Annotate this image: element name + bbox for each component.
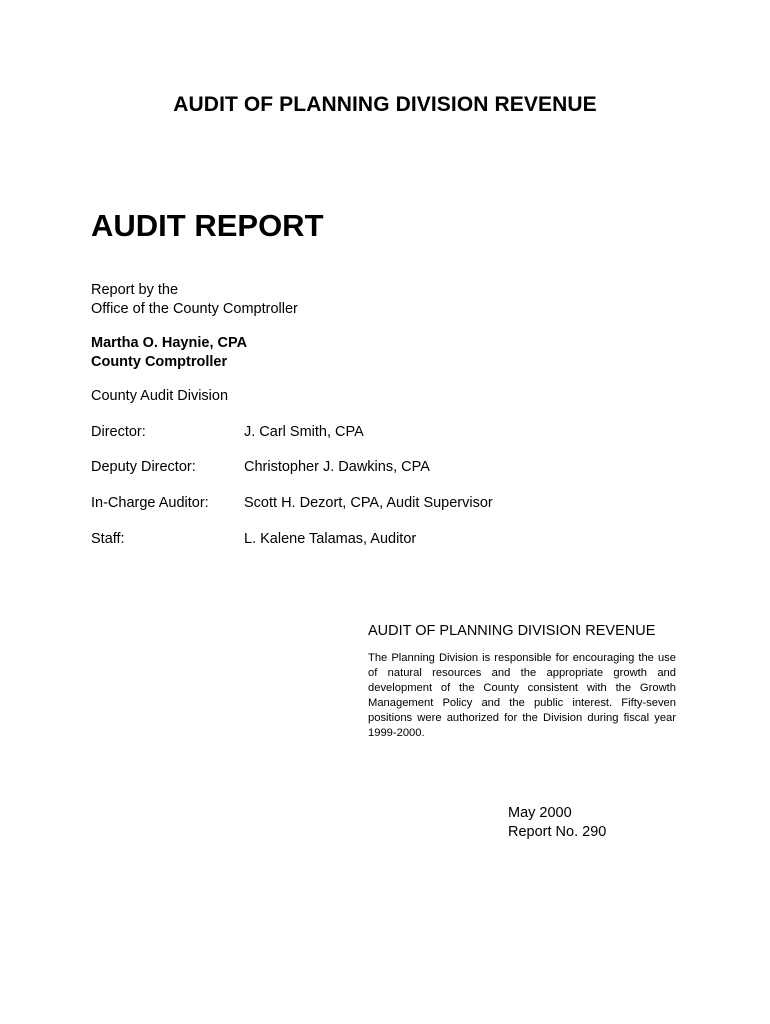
byline-line-1: Report by the (91, 282, 179, 298)
staff-role: Staff: (91, 531, 125, 547)
staff-name: L. Kalene Talamas, Auditor (244, 531, 417, 547)
report-date: May 2000 (508, 805, 572, 821)
audit-summary-block (368, 623, 676, 741)
comptroller-block (91, 334, 247, 372)
audit-division-label: County Audit Division (91, 388, 229, 404)
report-footer (508, 804, 606, 842)
document-top-title: AUDIT OF PLANNING DIVISION REVENUE (173, 93, 597, 116)
staff-role: In-Charge Auditor: (91, 495, 209, 511)
report-heading: AUDIT REPORT (91, 208, 324, 243)
summary-title: AUDIT OF PLANNING DIVISION REVENUE (368, 623, 656, 639)
staff-row-staff (91, 531, 691, 551)
staff-name: J. Carl Smith, CPA (244, 424, 364, 440)
comptroller-title: County Comptroller (91, 354, 228, 370)
byline-line-2: Office of the County Comptroller (91, 301, 298, 317)
staff-row-deputy-director (91, 459, 691, 479)
report-byline (91, 281, 298, 319)
report-number: Report No. 290 (508, 824, 607, 840)
staff-row-director (91, 424, 691, 444)
staff-role: Deputy Director: (91, 459, 196, 475)
staff-role: Director: (91, 424, 146, 440)
staff-name: Scott H. Dezort, CPA, Audit Supervisor (244, 495, 493, 511)
staff-name: Christopher J. Dawkins, CPA (244, 459, 430, 475)
comptroller-name: Martha O. Haynie, CPA (91, 335, 248, 351)
summary-body: The Planning Division is responsible for encouraging the use of natural resources and the appropriate growth and development of the County consistent with the Growth Management Policy and the public interest. Fifty-seven positions were authorized for the Division during fiscal year 1999-2000. (368, 652, 676, 739)
staff-row-in-charge-auditor (91, 495, 691, 515)
